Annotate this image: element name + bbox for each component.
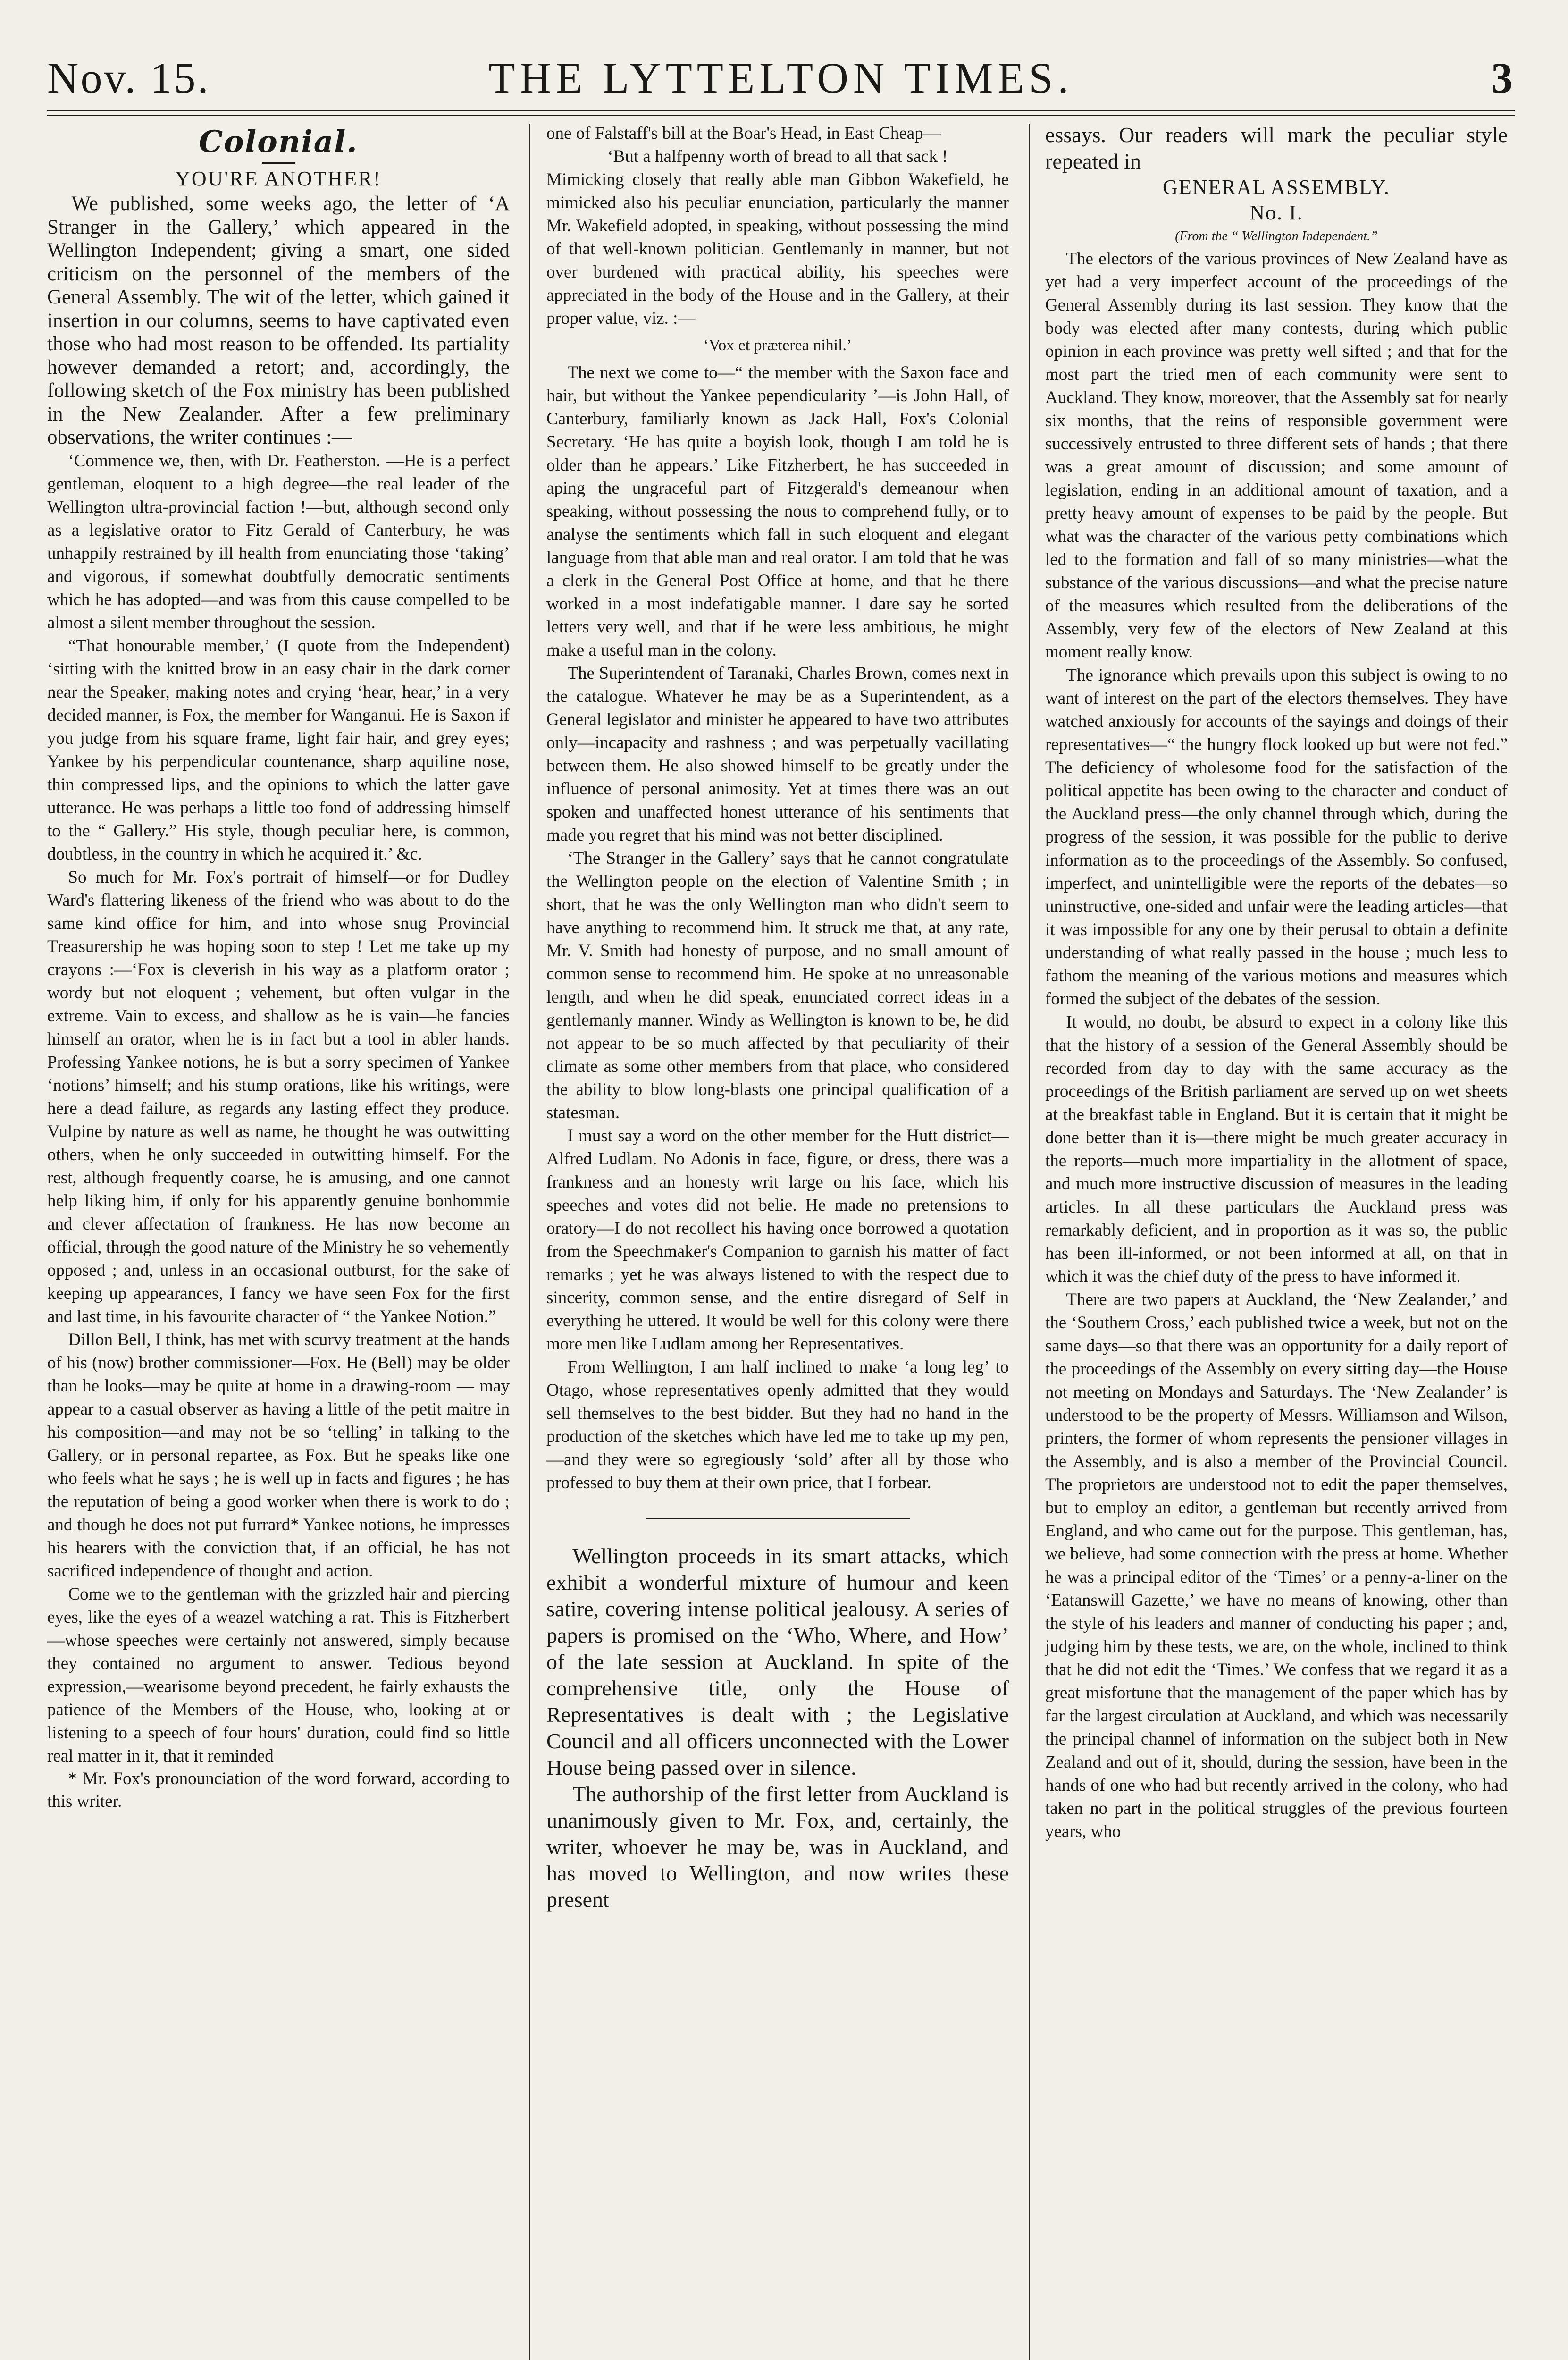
source-credit: (From the “ Wellington Independent.”	[1175, 229, 1378, 244]
quoted-paragraph: “That honourable member,’ (I quote from the Independent) ‘sitting with the knitted brow in an easy chair in the dark corner near the Speaker, making notes and crying ‘hear, hear,’ in a very decided manner, is Fox, the member for Wanganui. He is Saxon if you judge from his square frame, light fair hair, and grey eyes; Yankee by his perpendicular countenance, sharp aquiline nose, thin compressed lips, and the opinions to which the latter gave utterance. He was perhaps a little too fond of addressing himself to the “ Gallery.” His style, though peculiar here, is common, doubtless, in the country in which he acquired it.’ &c.	[47, 636, 510, 864]
masthead-rule-thin	[47, 115, 1515, 116]
quoted-paragraph: The next we come to—“ the member with the Saxon face and hair, but without the Yankee pependicularity ’—is John Hall, of Canterbury, familiarly known as Jack Hall, Fox's Colonial Secretary. ‘He has quite a boyish look, though I am told he is older than he appears.’ Like Fitzherbert, he has succeeded in aping the ungraceful part of Fitzgerald's demeanour when speaking, without possessing the nous to comprehend fully, or to analyse the sentiments which fall in such eloquent and elegant language from that able man and real orator. I am told that he was a clerk in the General Post Office at home, and that he there worked in a most indefatigable manner. I dare say he sorted letters very well, and that if he were less ambitious, he might make a useful man in the colony.	[546, 363, 1009, 660]
heading-rule	[262, 162, 295, 164]
paragraph: The electors of the various provinces of New Zealand have as yet had a very imperfect account of the proceedings of the General Assembly during its last session. They know that the body was elected after many contests, during which public opinion in each province was pretty well sifted ; and that for the most part the tried men of each community were sent to Auckland. They know, moreover, that the Assembly sat for nearly six months, that the reins of responsible government were successively entrusted to three different sets of hands ; that there was a great amount of discussion; and some amount of legislation, ending in an additional amount of taxation, and a pretty heavy amount of expenses to be paid by the people. But what was the character of the various petty combinations which led to the formation and fall of so many ministries—what the substance of the various discussions—and what the precise nature of the measures which resulted from the deliberations of the Assembly, very few of the electors of New Zealand at this moment really know.	[1045, 249, 1508, 662]
quoted-paragraph: one of Falstaff's bill at the Boar's Head, in East Cheap—	[546, 124, 941, 143]
quotation: ‘But a halfpenny worth of bread to all that sack !	[607, 147, 948, 166]
column-divider	[529, 124, 530, 2360]
quotation: ‘Vox et præterea nihil.’	[703, 337, 852, 354]
quoted-paragraph: Dillon Bell, I think, has met with scurvy treatment at the hands of his (now) brother commissioner—Fox. He (Bell) may be older than he looks—may be quite at home in a drawing-room — may appear to a casual observer as having a little of the petit maitre in his composition—and may not be so ‘telling’ in talking to the Gallery, or in personal repartee, as Fox. But he speaks like one who feels what he says ; he is well up in facts and figures ; he has the reputation of being a good worker when there is work to do ; and though he does not put furrard* Yankee notions, he impresses his hearers with the conviction that, if an official, he has not sacrificed independence of thought and action.	[47, 1330, 510, 1581]
paragraph: The ignorance which prevails upon this subject is owing to no want of interest on the part of the electors themselves. They have watched anxiously for accounts of the sayings and doings of their representatives—“ the hungry flock looked up but were not fed.” The deficiency of wholesome food for the satisfaction of the political appetite has been owing to the character and conduct of the Auckland press—the only channel through which, during the progress of the session, it was possible for the public to derive information as to the proceedings of the Assembly. So confused, imperfect, and unintelligible were the reports of the debates—so uninstructive, one-sided and unfair were the leading articles—that it was impossible for any one by their perusal to obtain a definite understanding of what really passed in the house ; much less to fathom the meaning of the various motions and measures which formed the subject of the debates of the session.	[1045, 666, 1508, 1009]
column-2	[546, 122, 1009, 1913]
paragraph: Wellington proceeds in its smart attacks, which exhibit a wonderful mixture of humour and keen satire, covering intense political jealousy. A series of papers is promised on the ‘Who, Where, and How’ of the late session at Auckland. In spite of the comprehensive title, only the House of Representatives is dealt with ; the Legislative Council and all officers unconnected with the Lower House being passed over in silence.	[546, 1544, 1009, 1779]
quoted-paragraph: So much for Mr. Fox's portrait of himself—or for Dudley Ward's flattering likeness of the friend who was about to do the same kind office for him, and into whose snug Provincial Treasurership he was hoping soon to step ! Let me take up my crayons :—‘Fox is cleverish in his way as a platform orator ; wordy but not eloquent ; vehement, but often vulgar in the extreme. Vain to excess, and shallow as he is vain—he fancies himself an orator, when he is in fact but a tool in abler hands. Professing Yankee notions, he is but a sorry specimen of Yankee ‘notions’ himself; and his stump orations, like his writings, were here a dead failure, as regards any lasting effect they produce. Vulpine by nature as well as name, he thought he was outwitting others, when he only succeeded in outwitting himself. For the rest, although frequently coarse, he is amusing, and one cannot help liking him, if only for his apparently genuine bonhommie and clever affectation of frankness. He has now become an official, through the good nature of the Ministry he so vehemently opposed ; and, unless in an occasional outburst, for the sake of keeping up appearances, I fancy we have seen Fox for the first and last time, in his favourite character of “ the Yankee Notion.”	[47, 867, 510, 1326]
article-heading: GENERAL ASSEMBLY.	[1163, 176, 1390, 199]
paragraph: essays. Our readers will mark the peculiar style repeated in	[1045, 123, 1508, 173]
article-heading: YOU'RE ANOTHER!	[175, 167, 382, 190]
paragraph: It would, no doubt, be absurd to expect in a colony like this that the history of a session of the General Assembly should be recorded from day to day with the same accuracy as the proceedings of the British parliament are served up on wet sheets at the breakfast table in England. But it is certain that it might be done better than it is—there might be much greater accuracy in the reports—much more impartiality in the allotment of space, and much more instructive discussion of measures in the leading articles. In all these particulars the Auckland press was remarkably deficient, and in proportion as it was so, the public has been ill-informed, or not been informed at all, on that in which it was the chief duty of the press to have informed it.	[1045, 1012, 1508, 1286]
paragraph: The authorship of the first letter from Auckland is unanimously given to Mr. Fox, and, certainly, the writer, whoever he may be, was in Auckland, and has moved to Wellington, and now writes these present	[546, 1782, 1009, 1912]
column-divider	[1029, 124, 1030, 2360]
masthead	[47, 52, 1515, 109]
quoted-paragraph: ‘The Stranger in the Gallery’ says that he cannot congratulate the Wellington people on the election of Valentine Smith ; in short, that he was the only Wellington man who didn't seem to have anything to recommend him. It struck me that, at any rate, Mr. V. Smith had honesty of purpose, and no small amount of common sense to recommend him. He spoke at no unreasonable length, and when he did speak, enunciated correct ideas in a gentlemanly manner. Windy as Wellington is known to be, he did not appear to be so much affected by that peculiarity of their climate as some other members from that place, who considered the ability to blow long-blasts one principal qualification of a statesman.	[546, 849, 1009, 1122]
quoted-paragraph: I must say a word on the other member for the Hutt district—Alfred Ludlam. No Adonis in face, figure, or dress, there was a frankness and an honesty writ large on his face, which his speeches and votes did not belie. He made no pretensions to oratory—I do not recollect his having once borrowed a quotation from the Speechmaker's Companion to garnish his matter of fact remarks ; yet he was always listened to with the respect due to sincerity, common sense, and the entire disregard of Self in everything he uttered. It would be well for this colony were there more men like Ludlam among her Representatives.	[546, 1126, 1009, 1354]
paragraph: We published, some weeks ago, the letter of ‘A Stranger in the Gallery,’ which appeared in the Wellington Independent; giving a smart, one sided criticism on the personnel of the members of the General Assembly. The wit of the letter, which gained it insertion in our columns, seems to have captivated even those who had most reason to be offended. Its partiality however demanded a retort; and, accordingly, the following sketch of the Fox ministry has been published in the New Zealander. After a few preliminary observations, the writer continues :—	[47, 193, 510, 448]
quoted-paragraph: From Wellington, I am half inclined to make ‘a long leg’ to Otago, whose representatives openly admitted that they would sell themselves to the best bidder. But they had no hand in the production of the sketches which have led me to take up my pen,—and they were so egregiously ‘sold’ after all by those who professed to buy them at their own price, that I forbear.	[546, 1357, 1009, 1492]
masthead-rule	[47, 110, 1515, 111]
quoted-paragraph: Come we to the gentleman with the grizzled hair and piercing eyes, like the eyes of a weazel watching a rat. This is Fitzherbert—whose speeches were certainly not answered, simply because they contained no argument to answer. Tedious beyond expression,—wearisome beyond precedent, he fairly exhausts the patience of the Members of the House, who, looking at or listening to a speech of four hours' duration, could find so little real matter in it, that it reminded	[47, 1584, 510, 1766]
newspaper-title: THE LYTTELTON TIMES.	[488, 54, 1073, 102]
paragraph: There are two papers at Auckland, the ‘New Zealander,’ and the ‘Southern Cross,’ each published twice a week, but not on the same days—so that there was an opportunity for a daily report of the proceedings of the Assembly on every sitting day—the House not meeting on Mondays and Saturdays. The ‘New Zealander’ is understood to be the property of Messrs. Williamson and Wilson, printers, the former of whom represents the pensioner villages in the Assembly, and is also a member of the Provincial Council. The proprietors are understood not to edit the paper themselves, but to employ an editor, a gentleman but recently arrived from England, and who came out for the purpose. This gentleman, has, we believe, had some connection with the press at home. Whether he was a principal editor of the ‘Times’ or a penny-a-liner on the ‘Eatanswill Gazette,’ we have no means of knowing, other than the style of his leaders and manner of conducting his paper ; and, judging him by these tests, we are, on the whole, inclined to think that he did not edit the ‘Times.’ We confess that we regard it as a great misfortune that the management of the paper which has by far the largest circulation at Auckland, and which was necessarily the principal channel of information on the subject both in New Zealand and out of it, should, during the session, have been in the hands of one who had but recently arrived in the colony, who had taken no part in the political struggles of the previous fourteen years, who	[1045, 1290, 1508, 1841]
quoted-paragraph: ‘Commence we, then, with Dr. Featherston. —He is a perfect gentleman, eloquent to a high degree—the real leader of the Wellington ultra-provincial faction !—but, although second only as a legislative orator to Fitz Gerald of Canterbury, he was unhappily restrained by ill health from enunciating those ‘taking’ and vigorous, if somewhat doubtfully democratic sentiments which he has adopted—and was from this cause compelled to be almost a silent member throughout the session.	[47, 451, 510, 632]
section-heading: Colonial.	[199, 124, 358, 160]
column-1	[47, 122, 510, 1813]
footnote: * Mr. Fox's pronounciation of the word forward, according to this writer.	[47, 1769, 510, 1811]
quoted-paragraph: Mimicking closely that really able man Gibbon Wakefield, he mimicked also his peculiar enunciation, particularly the manner Mr. Wakefield adopted, in speaking, without possessing the mind of that well-known politician. Gentlemanly in manner, but not over burdened with practical ability, his speeches were appreciated in the body of the House and in the Gallery, at their proper value, viz. :—	[546, 170, 1009, 328]
quoted-paragraph: The Superintendent of Taranaki, Charles Brown, comes next in the catalogue. Whatever he may be as a Superintendent, as a General legislator and minister he appeared to have two attributes only—incapacity and rashness ; and was perpetually vacillating between them. He also showed himself to be greatly under the influence of personal animosity. Yet at times there was an out spoken and unaffected honest utterance of his sentiments that made you regret that his mind was not better disciplined.	[546, 664, 1009, 845]
column-3	[1045, 122, 1508, 1843]
section-separator	[646, 1518, 910, 1519]
page-number: 3	[1491, 54, 1515, 102]
issue-date: Nov. 15.	[47, 54, 210, 102]
article-number: No. I.	[1249, 201, 1303, 224]
